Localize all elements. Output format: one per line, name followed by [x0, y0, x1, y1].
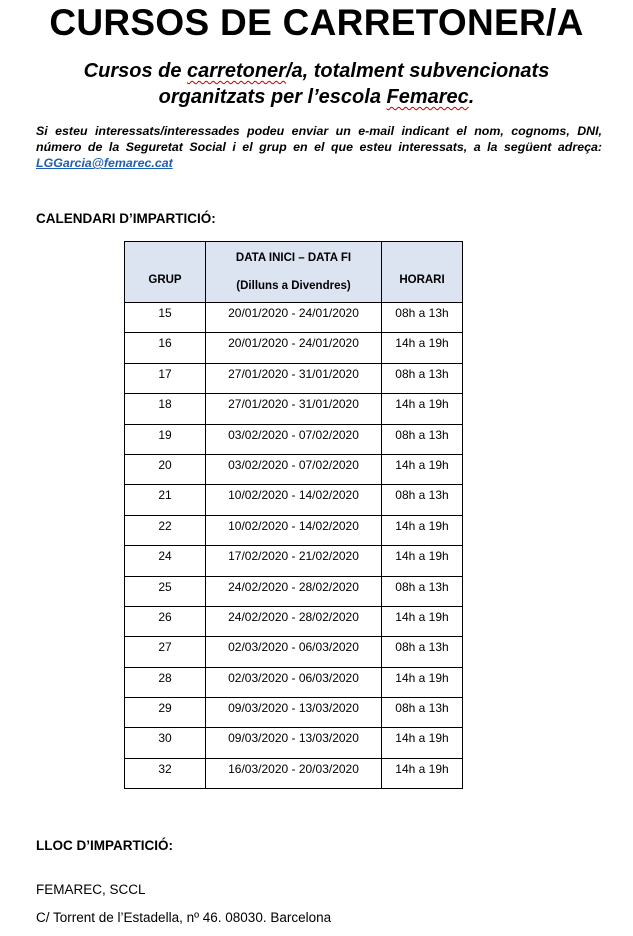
header-horari — [382, 242, 463, 303]
cell-horari: 08h a 13h — [382, 485, 463, 515]
table-row — [125, 485, 463, 515]
cell-dates: 20/01/2020 - 24/01/2020 — [206, 303, 382, 333]
cell-dates: 10/02/2020 - 14/02/2020 — [206, 515, 382, 545]
cell-horari: 08h a 13h — [382, 424, 463, 454]
table-row — [125, 515, 463, 545]
cell-dates: 27/01/2020 - 31/01/2020 — [206, 394, 382, 424]
header-grup-label: GRUP — [148, 274, 182, 286]
cell-horari: 08h a 13h — [382, 363, 463, 393]
subtitle-line-2-post: . — [468, 86, 475, 108]
cell-grup: 24 — [125, 546, 206, 576]
calendar-heading: CALENDARI D’IMPARTICIÓ: — [36, 211, 216, 226]
table-row — [125, 394, 463, 424]
table-header-row — [125, 242, 463, 303]
table-row — [125, 667, 463, 697]
subtitle-line-2-squiggle-word: Femarec — [386, 86, 469, 108]
table-row — [125, 576, 463, 606]
schedule-body — [125, 303, 463, 789]
cell-dates: 03/02/2020 - 07/02/2020 — [206, 454, 382, 484]
table-row — [125, 424, 463, 454]
cell-dates: 17/02/2020 - 21/02/2020 — [206, 546, 382, 576]
cell-dates: 20/01/2020 - 24/01/2020 — [206, 333, 382, 363]
cell-horari: 14h a 19h — [382, 728, 463, 758]
cell-dates: 09/03/2020 - 13/03/2020 — [206, 698, 382, 728]
subtitle-line-1-post: /a, totalment subvencionats — [285, 60, 550, 82]
cell-grup: 26 — [125, 606, 206, 636]
cell-grup: 32 — [125, 758, 206, 788]
contact-email-link[interactable]: LGGarcia@femarec.cat — [36, 156, 173, 170]
cell-grup: 20 — [125, 454, 206, 484]
cell-grup: 22 — [125, 515, 206, 545]
address-line-2: C/ Torrent de l’Estadella, nº 46. 08030. Barcelona — [36, 910, 332, 925]
cell-horari: 14h a 19h — [382, 667, 463, 697]
cell-dates: 10/02/2020 - 14/02/2020 — [206, 485, 382, 515]
cell-dates: 27/01/2020 - 31/01/2020 — [206, 363, 382, 393]
cell-horari: 08h a 13h — [382, 637, 463, 667]
document-title: CURSOS DE CARRETONER/A — [49, 2, 584, 43]
cell-horari: 14h a 19h — [382, 454, 463, 484]
table-row — [125, 728, 463, 758]
table-row — [125, 303, 463, 333]
cell-horari: 14h a 19h — [382, 394, 463, 424]
subtitle — [0, 58, 633, 110]
cell-grup: 19 — [125, 424, 206, 454]
table-row — [125, 546, 463, 576]
cell-dates: 24/02/2020 - 28/02/2020 — [206, 606, 382, 636]
table-row — [125, 363, 463, 393]
subtitle-line-1 — [0, 58, 633, 84]
cell-grup: 15 — [125, 303, 206, 333]
table-row — [125, 637, 463, 667]
table-row — [125, 333, 463, 363]
cell-grup: 29 — [125, 698, 206, 728]
cell-horari: 14h a 19h — [382, 333, 463, 363]
cell-dates: 09/03/2020 - 13/03/2020 — [206, 728, 382, 758]
header-dates-line-2: (Dilluns a Divendres) — [236, 280, 351, 292]
subtitle-line-1-pre: Cursos de — [83, 60, 188, 82]
cell-grup: 27 — [125, 637, 206, 667]
intro-text: Si esteu interessats/interessades podeu enviar un e-mail indicant el nom, cognoms, DNI, número de la Seguretat Social i el grup en el que esteu interessats, a la següent adreça: — [36, 124, 602, 154]
header-horari-label: HORARI — [399, 274, 445, 286]
cell-dates: 02/03/2020 - 06/03/2020 — [206, 637, 382, 667]
cell-grup: 18 — [125, 394, 206, 424]
cell-grup: 30 — [125, 728, 206, 758]
cell-dates: 02/03/2020 - 06/03/2020 — [206, 667, 382, 697]
cell-horari: 14h a 19h — [382, 758, 463, 788]
location-heading: LLOC D’IMPARTICIÓ: — [36, 838, 173, 853]
header-dates — [206, 242, 382, 303]
cell-horari: 14h a 19h — [382, 606, 463, 636]
cell-grup: 21 — [125, 485, 206, 515]
intro-paragraph — [36, 123, 602, 171]
table-row — [125, 698, 463, 728]
cell-grup: 25 — [125, 576, 206, 606]
subtitle-line-2-pre: organitzats per l’escola — [158, 86, 387, 108]
subtitle-line-1-squiggle-word: carretoner — [187, 60, 286, 82]
table-row — [125, 606, 463, 636]
cell-dates: 03/02/2020 - 07/02/2020 — [206, 424, 382, 454]
header-dates-line-1: DATA INICI – DATA FI — [235, 252, 352, 264]
cell-horari: 14h a 19h — [382, 515, 463, 545]
cell-horari: 08h a 13h — [382, 576, 463, 606]
cell-horari: 14h a 19h — [382, 546, 463, 576]
table-row — [125, 758, 463, 788]
cell-dates: 16/03/2020 - 20/03/2020 — [206, 758, 382, 788]
cell-grup: 28 — [125, 667, 206, 697]
address-line-1: FEMAREC, SCCL — [36, 882, 146, 897]
table-row — [125, 454, 463, 484]
cell-grup: 16 — [125, 333, 206, 363]
cell-horari: 08h a 13h — [382, 698, 463, 728]
cell-dates: 24/02/2020 - 28/02/2020 — [206, 576, 382, 606]
cell-horari: 08h a 13h — [382, 303, 463, 333]
header-grup — [125, 242, 206, 303]
cell-grup: 17 — [125, 363, 206, 393]
schedule-table — [124, 241, 463, 789]
subtitle-line-2 — [0, 84, 633, 110]
